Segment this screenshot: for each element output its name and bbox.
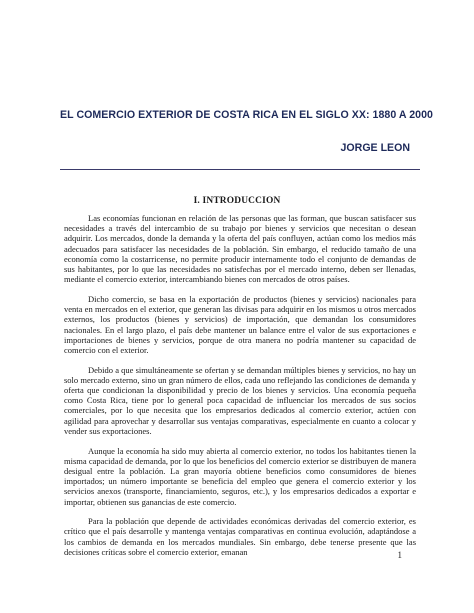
- author-name: JORGE LEON: [340, 142, 410, 154]
- page-number: 1: [397, 550, 402, 560]
- paragraph: Aunque la economía ha sido muy abierta al comercio exterior, no todos los habitantes tienen la misma capacidad de demanda, por lo que los beneficios del comercio exterior se distribuyen de manera desigual entre la población. La gran mayoría obtiene beneficios como consumidores de bienes importados; un número importante se beneficia del empleo que genera el comercio exterior y los servicios anexos (transporte, financiamiento, seguros, etc.), y los empresarios dedicados a exportar e importar, obtienen sus ganancias de este comercio.: [64, 445, 416, 507]
- body-text: [64, 213, 416, 567]
- title-divider: [60, 169, 420, 170]
- paragraph: Para la población que depende de actividades económicas derivadas del comercio exterior, es crítico que el país desarrolle y mantenga ventajas comparativas en continua evolución, adaptándose a los cambios de demanda en los mercados mundiales. Sin embargo, debe tenerse presente que las decisiones críticas sobre el comercio exterior, emanan: [64, 516, 416, 557]
- section-heading: I. INTRODUCCION: [193, 196, 281, 206]
- paragraph: Debido a que simultáneamente se ofertan y se demandan múltiples bienes y servicios, no hay un solo mercado externo, sino un gran número de ellos, cada uno reflejando las condiciones de demanda y oferta que condicionan la disponibilidad y precio de los bienes y servicios. Una economía pequeña como Costa Rica, tiene por lo general poca capacidad de influenciar los mercados de sus socios comerciales, por lo que necesita que los empresarios dedicados al comercio exterior, actúen con agilidad para aprovechar y desarrollar sus ventajas comparativas, especialmente en cuanto a colocar y vender sus exportaciones.: [64, 364, 416, 436]
- document-title: EL COMERCIO EXTERIOR DE COSTA RICA EN EL SIGLO XX: 1880 A 2000: [60, 109, 433, 121]
- paragraph: Las economías funcionan en relación de las personas que las forman, que buscan satisfacer sus necesidades a través del intercambio de su trabajo por bienes y servicios que necesitan o desean adquirir. Los mercados, donde la demanda y la oferta del país confluyen, actúan como los medios más adecuados para satisfacer las necesidades de la población. Sin embargo, el reducido tamaño de una economía como la costarricense, no permite producir internamente todo el conjunto de demandas de sus habitantes, por lo que las necesidades no satisfechas por el mercado interno, deben ser llenadas, mediante el comercio exterior, intercambiando bienes con mercados de otros países.: [64, 213, 416, 285]
- paragraph: Dicho comercio, se basa en la exportación de productos (bienes y servicios) nacionales para venta en mercados en el exterior, que generan las divisas para adquirir en los mismos u otros mercados externos, los productos (bienes y servicios) de importación, que demandan los consumidores nacionales. En el largo plazo, el país debe mantener un balance entre el valor de sus exportaciones e importaciones de bienes y servicios, porque de otra manera no podría mantener su capacidad de comercio con el exterior.: [64, 293, 416, 355]
